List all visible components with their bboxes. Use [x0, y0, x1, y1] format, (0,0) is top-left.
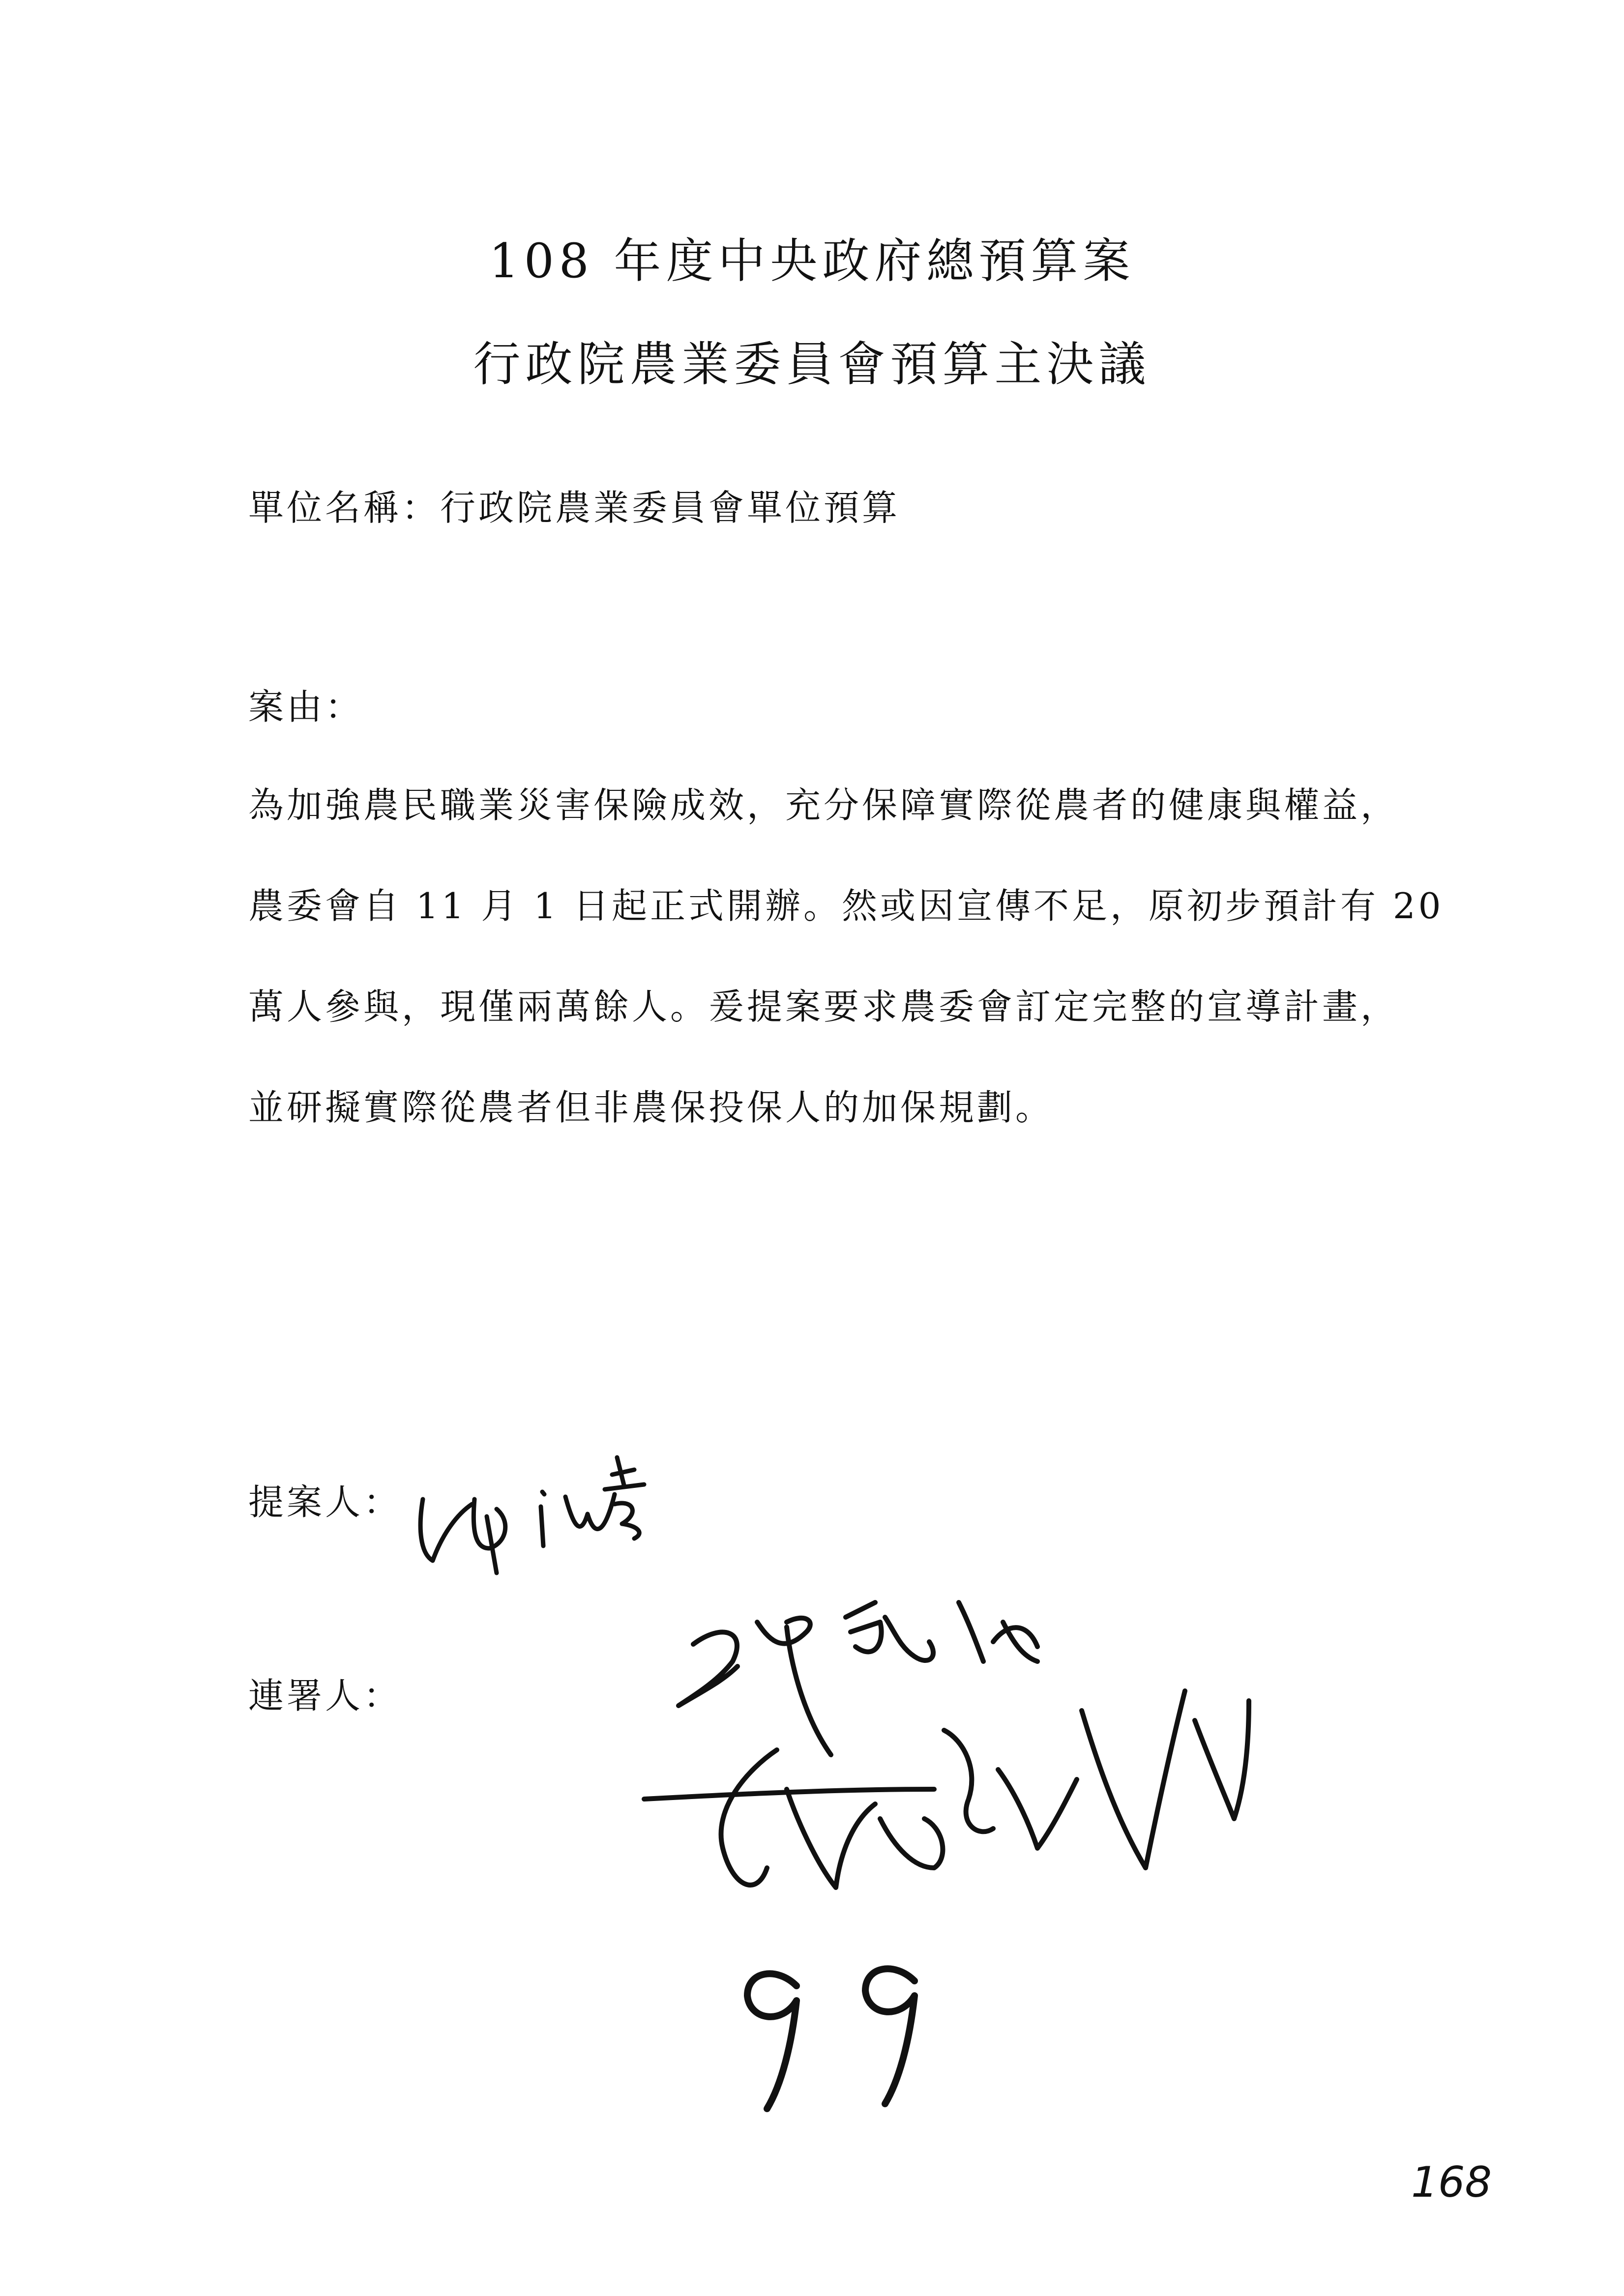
document-subtitle: 行政院農業委員會預算主決議 — [473, 337, 1151, 392]
proposer-label: 提案人： — [248, 1482, 402, 1523]
body-line-3: 萬人參與，現僅兩萬餘人。爰提案要求農委會訂定完整的宣導計畫， — [248, 986, 1399, 1027]
cosigner-signature-3 — [747, 1969, 915, 2109]
proposer-signature — [420, 1457, 644, 1573]
body-line-4: 並研擬實際從農者但非農保投保人的加保規劃。 — [248, 1087, 1054, 1128]
document-title: 108 年度中央政府總預算案 — [489, 233, 1135, 289]
page-number: 168 — [1411, 2158, 1492, 2207]
cosigner-signature — [679, 1602, 1037, 1755]
reason-label: 案由： — [248, 686, 364, 727]
body-line-2: 農委會自 11 月 1 日起正式開辦。然或因宣傳不足，原初步預計有 20 — [248, 885, 1444, 927]
unit-name-line: 單位名稱：行政院農業委員會單位預算 — [248, 487, 901, 528]
cosigner-label: 連署人： — [248, 1675, 402, 1716]
cosigner-signature-2 — [644, 1691, 1249, 1888]
body-line-1: 為加強農民職業災害保險成效，充分保障實際從農者的健康與權益， — [248, 785, 1399, 826]
